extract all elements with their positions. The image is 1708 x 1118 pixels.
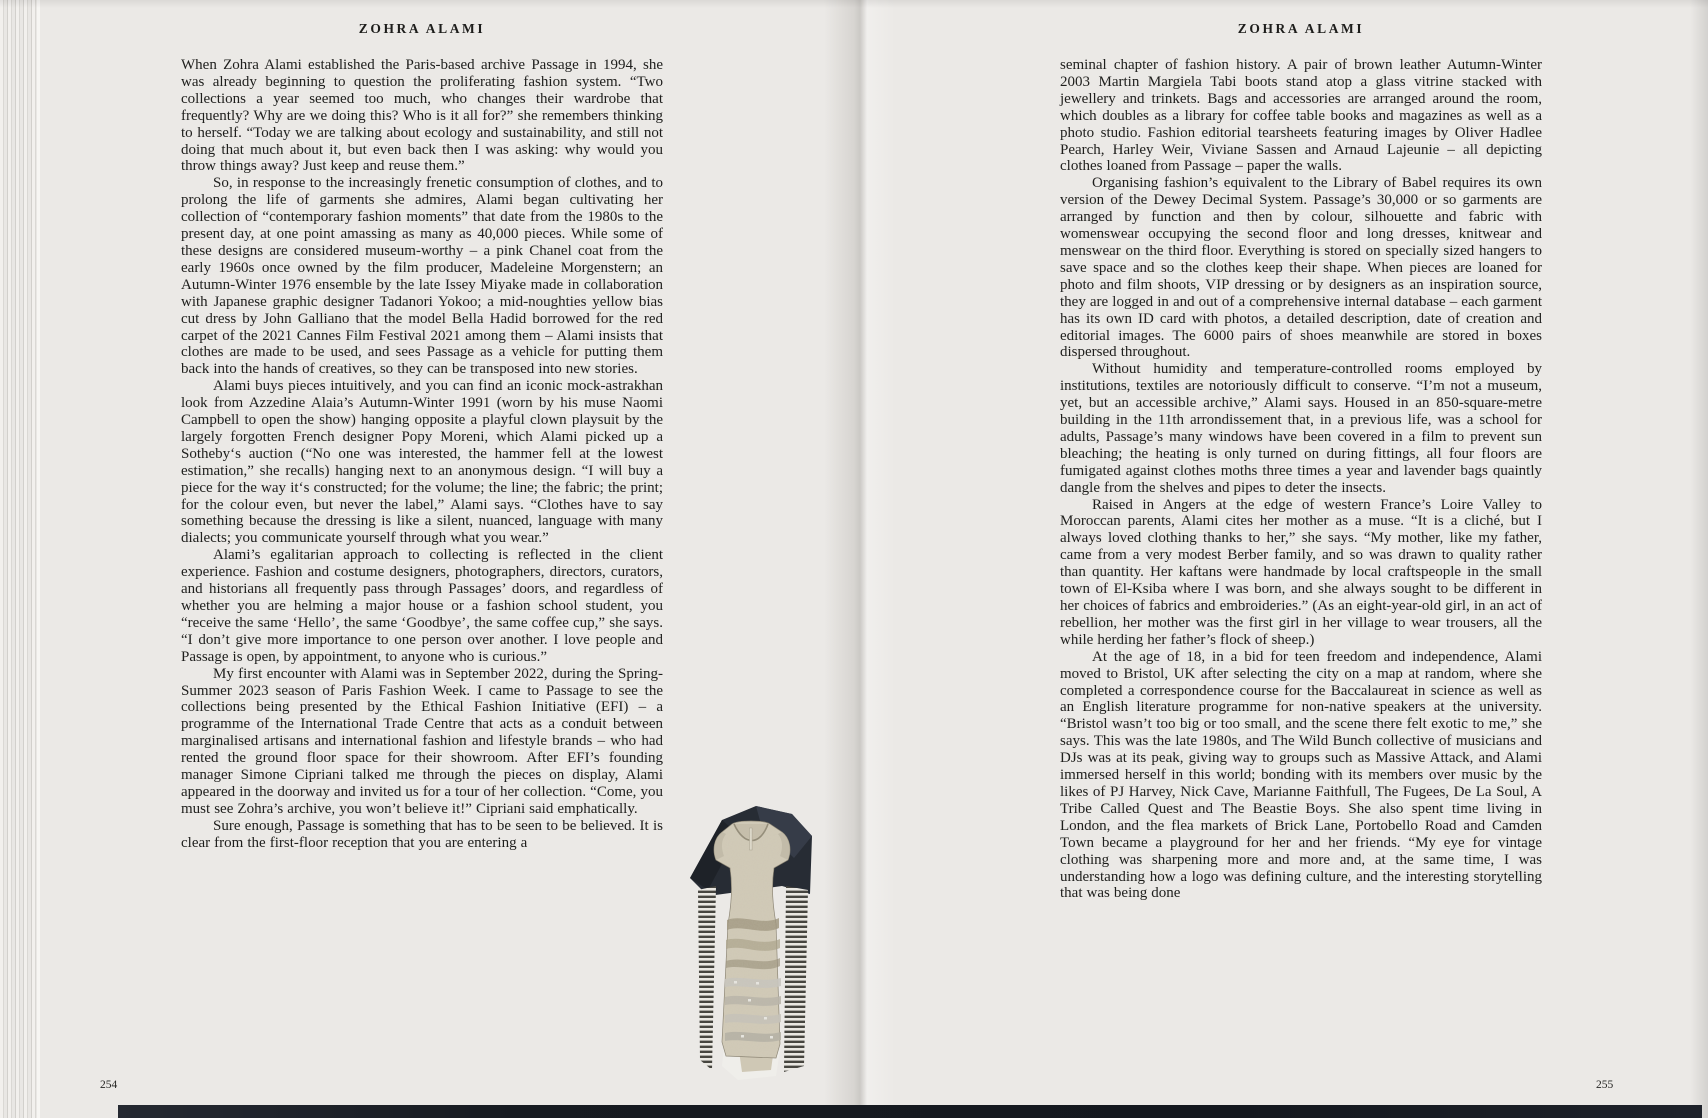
paragraph: Without humidity and temperature-controlled rooms employed by institutions, textiles are notoriously difficult to conserve. “I’m not a museum, yet, but an accessible archive,” Alami says. Housed in an 850-square-metre building in the 11th arrondissement that, in a previous life, was a school for adults, Passage’s many windows have been covered in a film to prevent sun bleaching; the heating is only turned on during fittings, all four floors are fumigated against clothes moths three times a year and lavender bags quaintly dangle from the shelves and pipes to deter the insects. — [1060, 361, 1542, 496]
page-number-left: 254 — [100, 1079, 118, 1091]
top-edge-shade — [0, 0, 1708, 8]
page-fore-edge — [0, 0, 40, 1118]
paragraph: My first encounter with Alami was in September 2022, during the Spring-Summer 2023 season of Paris Fashion Week. I came to Passage to see the collections being presented by the Ethical Fashion Initiative (EFI) – a programme of the International Trade Centre that acts as a conduit between marginalised artisans and international fashion and lifestyle brands – who had rented the ground floor space for their showroom. After EFI’s founding manager Simone Cipriani talked me through the pieces on display, Alami appeared in the doorway and invited us for a tour of her collection. “Come, you must see Zohra’s archive, you won’t believe it!” Cipriani said emphatically. — [181, 665, 663, 817]
left-page-text — [181, 57, 663, 852]
paragraph: seminal chapter of fashion history. A pair of brown leather Autumn-Winter 2003 Martin Margiela Tabi boots stand atop a glass vitrine stacked with jewellery and trinkets. Bags and accessories are arranged around the room, which doubles as a library for coffee table books and magazines as well as a photo studio. Fashion editorial tearsheets featuring images by Oliver Hadlee Pearch, Harley Weir, Viviane Sassen and Arnaud Lajeunie – all depicting clothes loaned from Passage – paper the walls. — [1060, 57, 1542, 175]
paragraph: At the age of 18, in a bid for teen freedom and independence, Alami moved to Bristol, UK after selecting the city on a map at random, where she completed a correspondence course for the Baccalaureat in science as well as an English literature programme for non-native speakers at the university. “Bristol wasn’t too big or too small, and the scene there felt exotic to me,” she says. This was the late 1980s, and The Wild Bunch collective of musicians and DJs was at its peak, giving way to groups such as Massive Attack, and Alami immersed herself in this world; bonding with its members over music by the likes of PJ Harvey, Nick Cave, Marianne Faithfull, The Fugees, De La Soul, A Tribe Called Quest and The Beastie Boys. She also spent time living in London, and the flea markets of Brick Lane, Portobello Road and Camden Town became a playground for her and her friends. “My eye for vintage clothing was sharpening more and more and, at the same time, I was understanding how a logo was defining culture, and the interesting storytelling that was being done — [1060, 648, 1542, 902]
gutter-shadow — [824, 0, 896, 1118]
paragraph: Raised in Angers at the edge of western France’s Loire Valley to Moroccan parents, Alami cites her mother as a muse. “It is a cliché, but I always loved clothing thanks to her,” she says. “My mother, like my father, came from a very modest Berber family, and so was drawn to quality rather than quantity. Her kaftans were handmade by local craftspeople in the small town of El-Ksiba where I was born, and she always sought to be different in her choices of fabrics and embroideries.” (As an eight-year-old girl, in an act of rebellion, her mother was the first girl in her village to wear trousers, all the while herding her father’s flock of sheep.) — [1060, 496, 1542, 648]
right-page-edge — [1690, 0, 1708, 1118]
paragraph: When Zohra Alami established the Paris-based archive Passage in 1994, she was already beginning to question the proliferating fashion system. “Two collections a year seemed too much, who changes their wardrobe that frequently? Why are we doing this? Who is it all for?” she remembers thinking to herself. “Today we are talking about ecology and sustainability, and still not doing that much about it, but even back then I was asking: why would you throw things away? Just keep and reuse them.” — [181, 57, 663, 175]
paragraph: Sure enough, Passage is something that has to be seen to be believed. It is clear from the first-floor reception that you are entering a — [181, 817, 663, 851]
page-number-right: 255 — [1596, 1079, 1614, 1091]
book-cover-edge — [118, 1105, 1702, 1118]
dress-photo-cutout — [686, 798, 816, 1082]
paragraph: So, in response to the increasingly frenetic consumption of clothes, and to prolong the life of garments she admires, Alami began cultivating her collection of “contemporary fashion moments” that date from the 1980s to the present day, at one point amassing as many as 40,000 pieces. While some of these designs are considered museum-worthy – a pink Chanel coat from the early 1960s once owned by the film producer, Madeleine Morgenstern; an Autumn-Winter 1976 ensemble by the late Issey Miyake made in collaboration with Japanese graphic designer Tadanori Yokoo; a mid-noughties yellow bias cut dress by John Galliano that the model Bella Hadid borrowed for the red carpet of the 2021 Cannes Film Festival 2021 among them – Alami insists that clothes are made to be used, and sees Passage as a vehicle for putting them back into the hands of creatives, so they can be transposed into new stories. — [181, 175, 663, 378]
paragraph: Organising fashion’s equivalent to the Library of Babel requires its own version of the Dewey Decimal System. Passage’s 30,000 or so garments are arranged by function and then by colour, silhouette and fabric with womenswear occupying the second floor and long dresses, knitwear and menswear on the third floor. Everything is stored on specially sized hangers to save space and so the clothes keep their shape. When pieces are loaned for photo and film shoots, VIP dressing or by designers as an inspiration source, they are logged in and out of a comprehensive internal database – each garment has its own ID card with photos, a detailed description, date of creation and editorial images. The 6000 pairs of shoes meanwhile are stored in boxes dispersed throughout. — [1060, 175, 1542, 361]
paragraph: Alami buys pieces intuitively, and you can find an iconic mock-astrakhan look from Azzedine Alaia’s Autumn-Winter 1991 (worn by his muse Naomi Campbell to open the show) hanging opposite a playful clown playsuit by the largely forgotten French designer Popy Moreni, which Alami picked up a Sotheby‘s auction (“No one was interested, the hammer fell at the lowest estimation,” she recalls) hanging next to an anonymous design. “I will buy a piece for the way it‘s constructed; for the volume; the line; the fabric; the print; for the colour even, but never the label,” Alami says. “Clothes have to say something because the dressing is like a silent, nuanced, language with many dialects; you communicate yourself through what you wear.” — [181, 378, 663, 547]
running-head-right: ZOHRA ALAMI — [1237, 21, 1365, 36]
right-page-text — [1060, 57, 1542, 902]
paragraph: Alami’s egalitarian approach to collecting is reflected in the client experience. Fashion and costume designers, photographers, directors, curators, and historians all frequently pass through Passages’ doors, and regardless of whether you are helming a major house or a fashion school student, you “receive the same ‘Hello’, the same ‘Goodbye’, the same coffee cup,” she says. “I don’t give more importance to one person over another. I love people and Passage is open, by appointment, to anyone who is curious.” — [181, 547, 663, 665]
running-head-left: ZOHRA ALAMI — [358, 21, 486, 36]
